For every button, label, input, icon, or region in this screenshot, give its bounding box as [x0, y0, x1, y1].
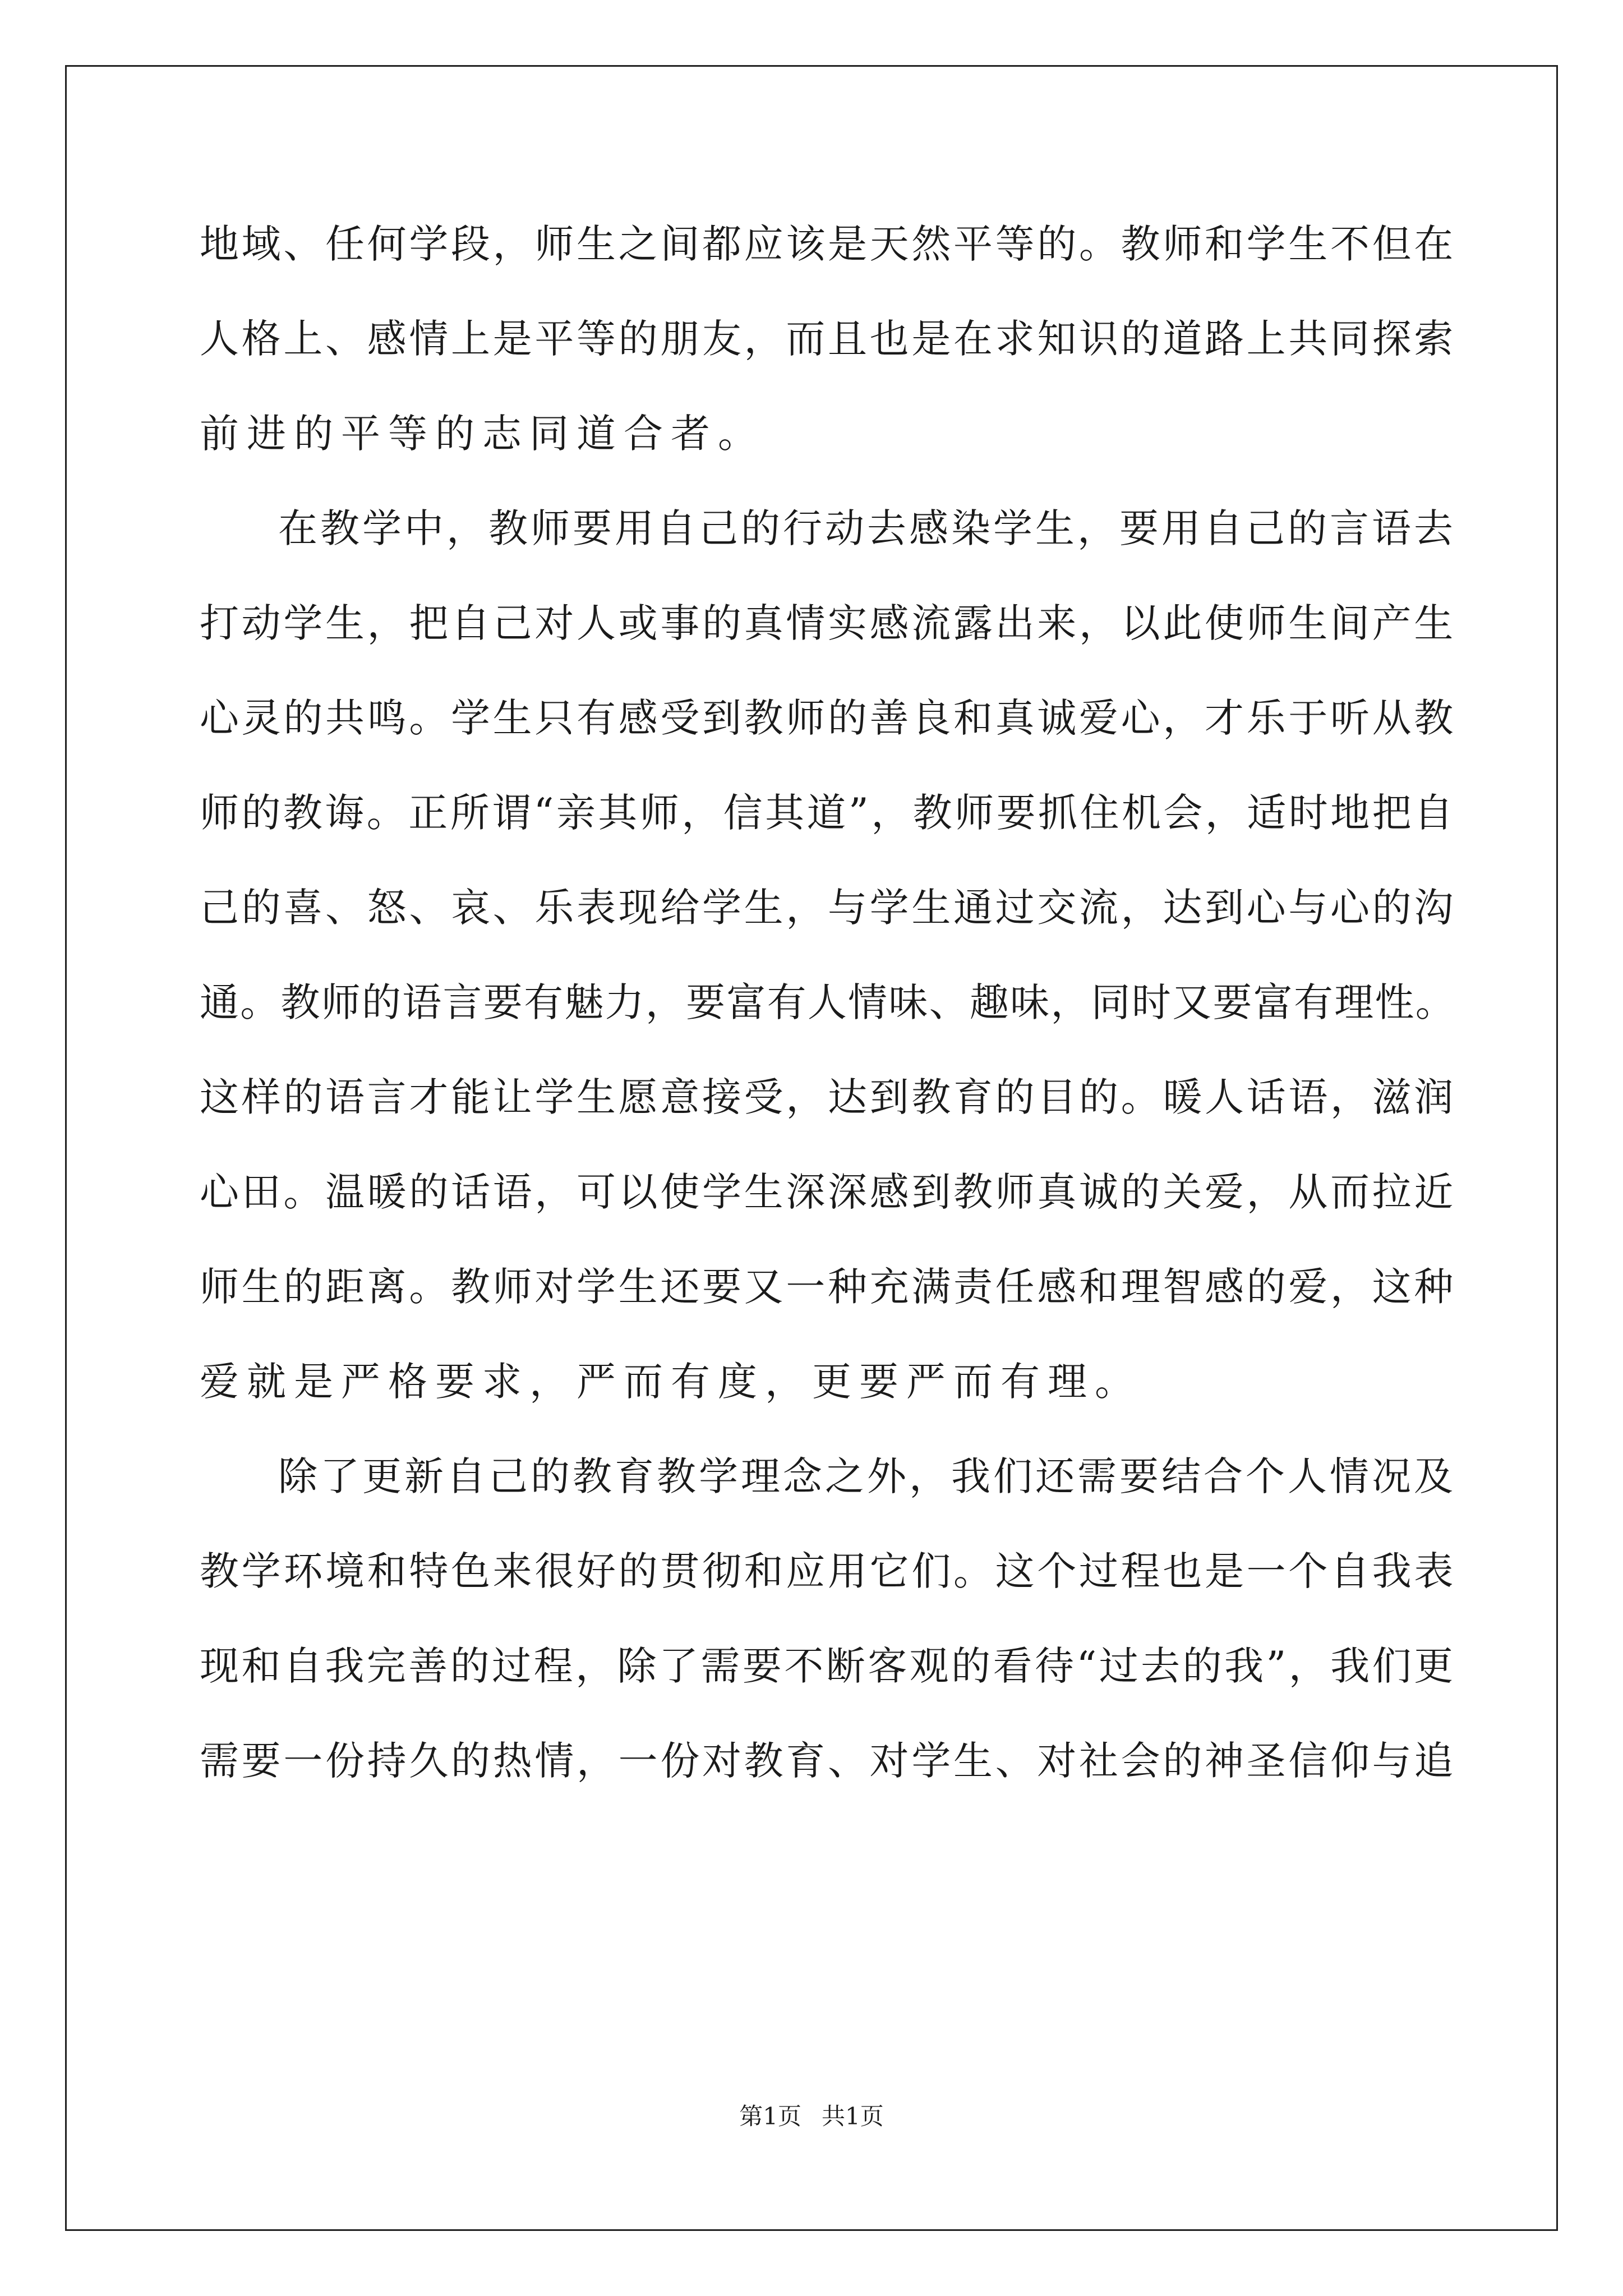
- page-border: [65, 65, 1558, 2231]
- text-line: 需要一份持久的热情，一份对教育、对学生、对社会的神圣信仰与追: [200, 1738, 1456, 1784]
- text-line: 师生的距离。教师对学生还要又一种充满责任感和理智感的爱，这种: [200, 1264, 1456, 1310]
- text-line: 地域、任何学段，师生之间都应该是天然平等的。教师和学生不但在: [200, 221, 1456, 267]
- page-number-current: 第1页: [739, 2102, 801, 2130]
- text-line: 前进的平等的志同道合者。: [200, 411, 765, 457]
- text-line: 人格上、感情上是平等的朋友，而且也是在求知识的道路上共同探索: [200, 316, 1456, 362]
- paragraph-start-line: 在教学中，教师要用自己的行动去感染学生，要用自己的言语去: [278, 505, 1456, 551]
- text-line: 心田。温暖的话语，可以使学生深深感到教师真诚的关爱，从而拉近: [200, 1169, 1456, 1215]
- page-number-total: 共1页: [822, 2102, 884, 2130]
- text-line: 教学环境和特色来很好的贯彻和应用它们。这个过程也是一个自我表: [200, 1548, 1456, 1594]
- text-line: 心灵的共鸣。学生只有感受到教师的善良和真诚爱心，才乐于听从教: [200, 695, 1456, 741]
- text-line: 师的教诲。正所谓“亲其师，信其道”，教师要抓住机会，适时地把自: [200, 790, 1456, 836]
- text-line: 爱就是严格要求，严而有度，更要严而有理。: [200, 1359, 1142, 1405]
- text-line: 这样的语言才能让学生愿意接受，达到教育的目的。暖人话语，滋润: [200, 1074, 1456, 1120]
- text-line: 己的喜、怒、哀、乐表现给学生，与学生通过交流，达到心与心的沟: [200, 885, 1456, 931]
- text-line: 打动学生，把自己对人或事的真情实感流露出来，以此使师生间产生: [200, 600, 1456, 646]
- text-line: 现和自我完善的过程，除了需要不断客观的看待“过去的我”，我们更: [200, 1643, 1456, 1689]
- page-footer: [0, 2102, 1623, 2131]
- text-line: 通。教师的语言要有魅力，要富有人情味、趣味，同时又要富有理性。: [200, 979, 1456, 1025]
- paragraph-start-line: 除了更新自己的教育教学理念之外，我们还需要结合个人情况及: [278, 1453, 1456, 1499]
